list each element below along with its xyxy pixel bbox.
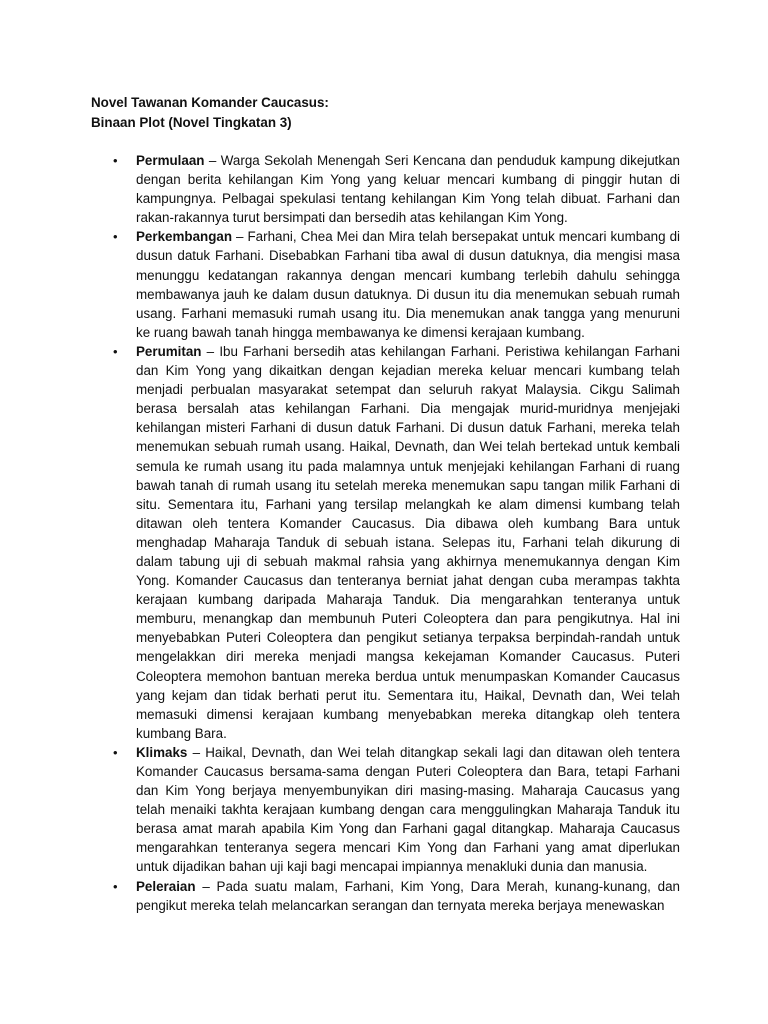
section-term: Perkembangan <box>136 229 233 245</box>
bullet-icon: • <box>113 153 118 168</box>
plot-section-klimaks <box>113 743 680 877</box>
section-term: Perumitan <box>136 343 202 359</box>
plot-section-perumitan <box>113 342 680 743</box>
section-text: – Pada suatu malam, Farhani, Kim Yong, Dara Merah, kunang-kunang, dan pengikut mereka telah melancarkan serangan dan ternyata mereka berjaya menewaskan <box>136 878 680 913</box>
section-text: – Farhani, Chea Mei dan Mira telah bersepakat untuk mencari kumbang di dusun datuk Farhani. Disebabkan Farhani tiba awal di dusun datuknya, dia mengisi masa menunggu kedatangan rakannya dengan mencari kumbang terlebih dahulu sehingga membawanya jauh ke dalam dusun datuknya. Di dusun itu dia menemukan sebuah rumah usang. Farhani memasuki rumah usang itu. Dia menemukan anak tangga yang menuruni ke ruang bawah tanah hingga membawanya ke dimensi kerajaan kumbang. <box>136 229 680 340</box>
document-title: Novel Tawanan Komander Caucasus: <box>91 95 329 110</box>
plot-structure-list <box>113 151 680 915</box>
section-text: – Ibu Farhani bersedih atas kehilangan Farhani. Peristiwa kehilangan Farhani dan Kim Yong yang dikaitkan dengan kejadian mereka keluar mencari kumbang telah menjadi perbualan masyarakat setempat dan seluruh rakyat Malaysia. Cikgu Salimah berasa bersalah atas kehilangan Farhani. Dia mengajak murid-muridnya menjejaki kehilangan misteri Farhani di dusun datuk Farhani. Di dusun datuk Farhani, mereka telah menemukan sebuah rumah usang. Haikal, Devnath, dan Wei telah bertekad untuk kembali semula ke rumah usang itu pada malamnya untuk menjejaki kehilangan Farhani di ruang bawah tanah di rumah usang itu setelah mereka menemukan sapu tangan milik Farhani di situ. Sementara itu, Farhani yang tersilap melangkah ke alam dimensi kumbang telah ditawan oleh tentera Komander Caucasus. Dia dibawa oleh kumbang Bara untuk menghadap Maharaja Tanduk di sebuah istana. Selepas itu, Farhani telah dikurung di dalam tabung uji di sebuah makmal rahsia yang akhirnya menemukannya dengan Kim Yong. Komander Caucasus dan tenteranya berniat jahat dengan cuba merampas takhta kerajaan kumbang daripada Maharaja Tanduk. Dia mengarahkan tenteranya untuk memburu, menangkap dan membunuh Puteri Coleoptera dan para pengikutnya. Hal ini menyebabkan Puteri Coleoptera dan pengikut setianya terpaksa berpindah-randah untuk mengelakkan diri mereka menjadi mangsa kekejaman Komander Caucasus. Puteri Coleoptera memohon bantuan mereka berdua untuk menumpaskan Komander Caucasus yang kejam dan tidak berhati perut itu. Sementara itu, Haikal, Devnath dan, Wei telah memasuki dimensi kerajaan kumbang menyebabkan mereka ditangkap oleh tentera kumbang Bara. <box>136 343 680 741</box>
section-term: Klimaks <box>136 744 188 760</box>
section-text: – Haikal, Devnath, dan Wei telah ditangkap sekali lagi dan ditawan oleh tentera Komander Caucasus bersama-sama dengan Puteri Coleoptera dan Bara, tetapi Farhani dan Kim Yong berjaya menyembunyikan diri masing-masing. Maharaja Caucasus yang telah menaiki takhta kerajaan kumbang dengan cara menggulingkan Maharaja Tanduk itu berasa amat marah apabila Kim Yong dan Farhani gagal ditangkap. Maharaja Caucasus mengarahkan tenteranya segera mencari Kim Yong dan Farhani yang amat diperlukan untuk dijadikan bahan uji kaji bagi mencapai impiannya menakluki dunia dan manusia. <box>136 744 680 875</box>
bullet-icon: • <box>113 229 118 245</box>
document-heading <box>91 93 329 133</box>
plot-section-perkembangan <box>113 227 680 342</box>
bullet-icon: • <box>113 744 118 760</box>
plot-section-peleraian <box>113 877 680 915</box>
bullet-icon: • <box>113 878 118 894</box>
document-subtitle: Binaan Plot (Novel Tingkatan 3) <box>91 115 292 130</box>
section-term: Peleraian <box>136 878 196 894</box>
section-text: – Warga Sekolah Menengah Seri Kencana dan penduduk kampung dikejutkan dengan berita kehilangan Kim Yong yang keluar mencari kumbang di pinggir hutan di kampungnya. Pelbagai spekulasi tentang kehilangan Kim Yong telah dibuat. Farhani dan rakan-rakannya turut bersimpati dan bersedih atas kehilangan Kim Yong. <box>136 153 680 226</box>
section-term: Permulaan <box>136 153 205 168</box>
bullet-icon: • <box>113 343 118 359</box>
plot-section-permulaan <box>113 151 680 227</box>
